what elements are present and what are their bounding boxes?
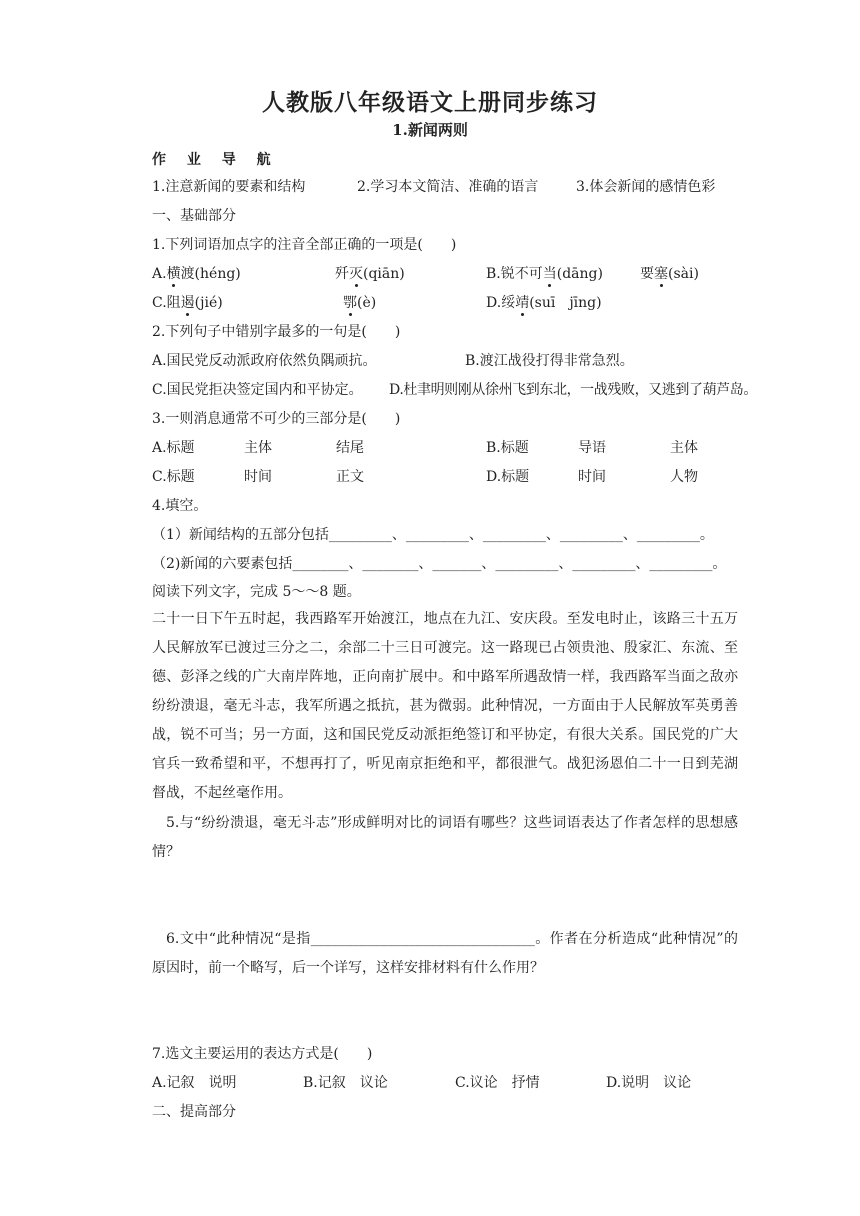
q7-option-a: A.记叙 说明 (152, 1075, 237, 1091)
q1-option-a1: A.横渡(héng) (152, 266, 241, 282)
q4-blank-line-1: （1）新闻结构的五部分包括_________、_________、_________、_________、_________。 (152, 527, 714, 543)
q3-option-a-3: 结尾 (336, 440, 364, 456)
q7-option-c: C.议论 抒情 (455, 1075, 540, 1091)
q4-blank-line-2: （2)新闻的六要素包括________、________、_______、_________、_________、_________。 (152, 556, 727, 572)
q3-option-d-2: 时间 (578, 469, 606, 485)
nav-item-2: 2.学习本文简洁、准确的语言 (357, 179, 539, 195)
q3-option-b-3: 主体 (670, 440, 698, 456)
q3-option-b-1: B.标题 (486, 440, 529, 456)
q1-option-c1: C.阻遏(jié) (152, 295, 223, 311)
q3-option-d-1: D.标题 (486, 469, 530, 485)
q7-option-d: D.说明 议论 (606, 1075, 692, 1091)
question-4-stem: 4.填空。 (152, 498, 208, 514)
q3-option-c-1: C.标题 (152, 469, 195, 485)
section-advanced-heading: 二、提高部分 (152, 1104, 236, 1120)
q2-option-c: C.国民党拒决签定国内和平协定。 (152, 382, 363, 398)
page-title: 人教版八年级语文上册同步练习 (262, 89, 598, 116)
q1-option-b1: B.锐不可当(dāng) (486, 266, 603, 282)
question-6: 6.文中“此种情况“是指________________________________。作者在分析造成“此种情况”的原因时，前一个略写，后一个详写，这样安排材料有什么作用？ (152, 931, 738, 976)
q7-option-b: B.记叙 议论 (303, 1075, 388, 1091)
q2-option-b: B.渡江战役打得非常急烈。 (465, 353, 634, 369)
q1-option-a2: 歼灭(qiān) (335, 266, 405, 282)
q3-option-a-2: 主体 (244, 440, 272, 456)
q3-option-a-1: A.标题 (152, 440, 195, 456)
question-1-stem: 1.下列词语加点字的注音全部正确的一项是( ) (152, 237, 457, 253)
q3-option-b-2: 导语 (578, 440, 606, 456)
question-3-stem: 3.一则消息通常不可少的三部分是( ) (152, 411, 401, 427)
reading-passage: 二十一日下午五时起，我西路军开始渡江，地点在九江、安庆段。至发电时止，该路三十五万人民解放军已渡过三分之二，余部二十三日可渡完。这一路现已占领贵池、殷家汇、东流、至德、彭泽之线的广大南岸阵地，正向南扩展中。和中路军所遇敌情一样，我西路军当面之敌亦纷纷溃退，毫无斗志，我军所遇之抵抗，甚为微弱。此种情况，一方面由于人民解放军英勇善战，锐不可当；另一方面，这和国民党反动派拒绝签订和平协定，有很大关系。国民党的广大官兵一致希望和平，不想再打了，听见南京拒绝和平，都很泄气。战犯汤恩伯二十一日到芜湖督战，不起丝毫作用。 (152, 611, 738, 801)
section-basic-heading: 一、基础部分 (152, 208, 236, 224)
reading-instruction: 阅读下列文字，完成 5～～8 题。 (152, 584, 361, 600)
q1-option-b2: 要塞(sài) (640, 266, 699, 282)
q3-option-d-3: 人物 (670, 469, 698, 485)
nav-heading: 作 业 导 航 (152, 152, 279, 168)
question-7-stem: 7.选文主要运用的表达方式是( ) (152, 1046, 373, 1062)
nav-item-3: 3.体会新闻的感情色彩 (576, 179, 716, 195)
q1-option-d: D.绥靖(suī jīng) (486, 295, 602, 311)
nav-item-1: 1.注意新闻的要素和结构 (152, 179, 306, 195)
q3-option-c-3: 正文 (336, 469, 364, 485)
q2-option-a: A.国民党反动派政府依然负隅顽抗。 (152, 353, 377, 369)
question-5: 5.与“纷纷溃退，毫无斗志”形成鲜明对比的词语有哪些？这些词语表达了作者怎样的思想感情？ (152, 815, 738, 860)
lesson-subtitle: 1.新闻两则 (392, 121, 468, 139)
question-2-stem: 2.下列句子中错别字最多的一句是( ) (152, 324, 401, 340)
q2-option-d: D.杜聿明则刚从徐州飞到东北，一战残败，又逃到了葫芦岛。 (389, 382, 757, 398)
q3-option-c-2: 时间 (244, 469, 272, 485)
q1-option-c2: 鄂(è) (343, 295, 377, 311)
